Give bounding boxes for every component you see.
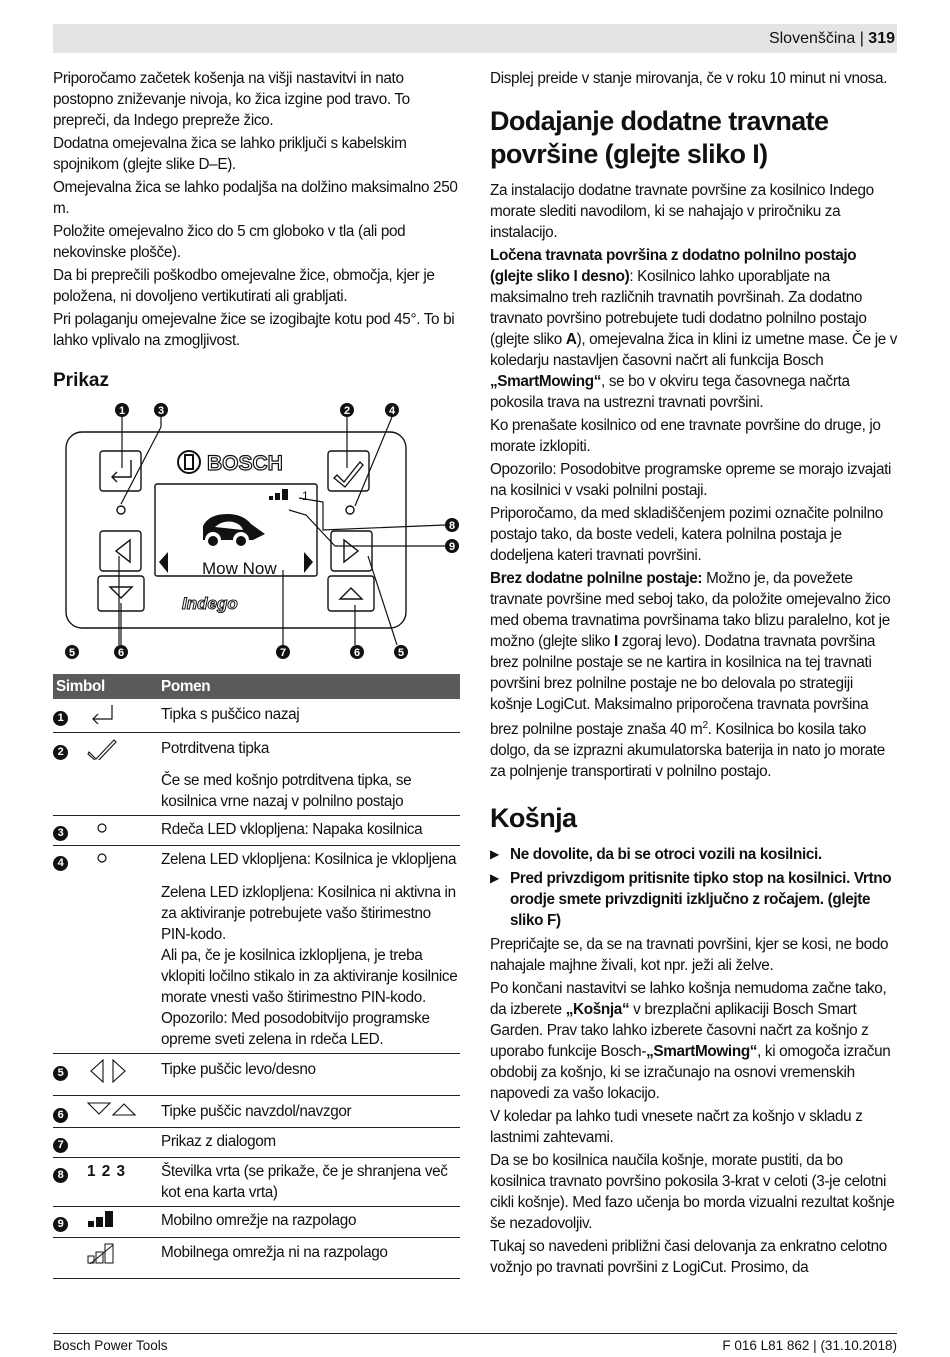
callout-label: 3 (157, 405, 165, 417)
figure-ref: A (565, 331, 577, 348)
red-led (117, 506, 125, 514)
table-row (53, 846, 460, 875)
row-text: Prikaz z dialogom (161, 1133, 276, 1150)
row-text: Mobilnega omrežja ni na razpolago (161, 1244, 388, 1261)
display-diagram (53, 400, 463, 665)
symbol-table (53, 674, 460, 1279)
paragraph (490, 568, 898, 782)
right-button (331, 531, 372, 571)
section-heading-kosnja: Košnja (490, 803, 577, 834)
row-number: 9 (53, 1217, 68, 1232)
table-row (53, 1238, 460, 1279)
table-row (53, 1158, 460, 1207)
row-number: 5 (53, 1066, 68, 1081)
left-column (53, 68, 463, 353)
up-arrow-icon (340, 588, 362, 599)
paragraph: Da bi preprečili poškodbo omejevalne žice, območja, kjer je položena, ni dovoljeno vertikutirati ali grabljati. (53, 267, 435, 305)
mower-icon (203, 514, 265, 546)
table-row (53, 733, 460, 767)
bullet-triangle-icon: ▶ (490, 847, 499, 862)
table-header (53, 674, 460, 699)
row-number: 8 (53, 1168, 68, 1183)
up-button (328, 576, 374, 611)
paragraph: Dodatna omejevalna žica se lahko priključi s kabelskim spojnikom (glejte slike D–E). (53, 135, 407, 173)
paragraph: Ko prenašate kosilnico od ene travnate površine do druge, jo morate izklopiti. (490, 417, 881, 455)
paragraph: Tukaj so navedeni približni časi delovanja za enkratno celotno vožnjo po travnati površini z LogiCut. Prosimo, da (490, 1238, 887, 1277)
footer-publisher: Bosch Power Tools (53, 1338, 168, 1353)
screen-left-arrow-icon (159, 552, 168, 573)
header-meaning: Pomen (161, 678, 211, 695)
text-span: : Kosilnico lahko uporabljate na maksimalno treh različnih travnatih površinah. Za dodatno travnato površino potrebujete tudi dodatno polnilno postajo (glejte sliko (490, 268, 867, 348)
row-number: 1 (53, 711, 68, 726)
brand-logo: BOSCH (207, 452, 283, 475)
text-span: Po končani nastavitvi se lahko košnja nemudoma začne tako, da izberete (490, 980, 887, 1019)
row-text: Številka vrta (se prikaže, če je shranjena več kot ena karta vrta) (161, 1163, 448, 1201)
superscript: 2 (702, 720, 708, 731)
bold-term: Brez dodatne polnilne postaje: (490, 570, 703, 587)
row-number: 6 (53, 1108, 68, 1123)
paragraph: Za instalacijo dodatne travnate površine za kosilnico Indego morate slediti navodilom, ki se nahajajo v priročniku za instalacijo. (490, 182, 874, 241)
text-span: . Kosilnica bo kosila tako dolgo, da se izprazni akumulatorska baterija in nato jo morate za polnjenje transportirati v polnilno postajo. (490, 721, 885, 781)
text-span: v brezplačni aplikaciji Bosch Smart Garden. Prav tako lahko izberete časovni načrt za košnjo z uporabo funkcije Bosch- (490, 1001, 869, 1061)
back-button (100, 451, 141, 491)
left-right-arrows-icon (87, 1059, 131, 1083)
row-text: Tipka s puščico nazaj (161, 706, 300, 723)
left-arrow-icon (116, 540, 130, 562)
table-row (53, 1096, 460, 1128)
led-icon (95, 820, 109, 834)
paragraph (490, 245, 898, 413)
bullet-text: Pred privzdigom pritisnite tipko stop na kosilnici. Vrtno orodje smete privzdigniti izključno z ročajem. (glejte sliko F) (510, 870, 892, 930)
paragraph: Opozorilo: Posodobitve programske opreme se morajo izvajati na kosilnici v vsaki polnilni postaji. (490, 461, 892, 499)
down-up-arrows-icon (87, 1101, 139, 1119)
left-button (100, 531, 141, 571)
paragraph: Pri polaganju omejevalne žice se izogibajte kotu pod 45°. To bi lahko vplivalo na zmogljivost. (53, 311, 455, 349)
row-text: Če se med košnjo potrditvena tipka, se kosilnica vrne nazaj v polnilno postajo (161, 772, 412, 810)
confirm-button (328, 451, 369, 491)
paragraph: V koledar pa lahko tudi vnesete načrt za košnjo v skladu z lastnimi zahtevami. (490, 1108, 863, 1147)
bold-term: „SmartMowing“ (490, 373, 602, 390)
callout-label: 5 (68, 647, 76, 659)
callout-label: 8 (448, 520, 456, 532)
callout-label: 5 (397, 647, 405, 659)
signal-bars-icon (269, 489, 288, 500)
table-row (53, 875, 460, 1054)
paragraph: Da se bo kosilnica naučila košnje, morate pustiti, da bo kosilnica travnato površino pokosila 3-krat v celoti (3-je celotni cikli košnje). Med fazo učenja bo morda vizualni rezultat košnje še nezadovoljiv. (490, 1152, 895, 1233)
check-icon (334, 462, 363, 487)
header-language: Slovenščina (768, 30, 856, 47)
callout-label: 6 (353, 647, 361, 659)
row-number: 3 (53, 826, 68, 841)
table-row (53, 767, 460, 816)
callout-label: 6 (117, 647, 125, 659)
field-numbers-symbol: 1 2 3 (87, 1163, 127, 1180)
warning-bullet (490, 844, 898, 865)
callout-label: 1 (118, 405, 126, 417)
row-text: Zelena LED izklopljena: Kosilnica ni aktivna in za aktiviranje potrebujete vašo štirimestno PIN-kodo. (161, 884, 456, 943)
figure-ref: I (613, 633, 618, 650)
header-separator: | (859, 30, 864, 47)
bosch-logo-icon (178, 451, 200, 473)
warning-bullet (490, 868, 898, 931)
text-span: , se bo v okviru tega časovnega načrta pokosila trava na ustrezni travnati površini. (490, 373, 850, 411)
field-number: 1 (302, 489, 309, 503)
paragraph (490, 978, 898, 1104)
callout-label: 9 (448, 541, 456, 553)
page-number: 319 (868, 30, 895, 47)
screen-right-arrow-icon (304, 552, 313, 573)
paragraph: Prepričajte se, da se na travnati površini, kjer se kosi, ne bodo nahajale majhne živali, kot npr. ježi ali želve. (490, 936, 889, 975)
down-arrow-icon (110, 587, 132, 598)
right-arrow-icon (344, 540, 358, 562)
row-text: Zelena LED vklopljena: Kosilnica je vklopljena (161, 851, 457, 868)
text-span: , ki omogoča izračun obdobij za košnjo, ki se izračunajo na osnovi vremenskih napovedi za vašo lokacijo. (490, 1043, 891, 1103)
bullet-text: Ne dovolite, da bi se otroci vozili na kosilnici. (510, 846, 822, 864)
header-symbol: Simbol (56, 678, 105, 695)
no-signal-icon (87, 1242, 119, 1266)
check-icon (87, 738, 117, 760)
section-heading-additional-area: Dodajanje dodatne travnate površine (glejte sliko I) (490, 106, 829, 169)
row-text: Mobilno omrežje na razpolago (161, 1212, 357, 1229)
callout-label: 7 (279, 647, 287, 659)
row-text: Tipke puščic navzdol/navzgor (161, 1103, 352, 1120)
green-led (346, 506, 354, 514)
row-number: 2 (53, 745, 68, 760)
table-row (53, 1054, 460, 1096)
product-logo: Indego (182, 594, 238, 613)
led-icon (95, 850, 109, 864)
footer-rule (53, 1333, 897, 1334)
paragraph: Displej preide v stanje mirovanja, če v roku 10 minut ni vnosa. (490, 70, 888, 87)
signal-bars-icon (87, 1210, 117, 1228)
row-number: 7 (53, 1138, 68, 1153)
screen-text: Mow Now (202, 559, 277, 578)
text-span: ), omejevalna žica in klini iz umetne mase. Če je v koledarju nastavljen časovni načrt ali funkcija Bosch (490, 331, 898, 369)
page-header (769, 28, 895, 50)
table-row (53, 1128, 460, 1158)
callout-label: 4 (388, 405, 396, 417)
row-number: 4 (53, 856, 68, 871)
paragraph: Priporočamo, da med skladiščenjem pozimi označite polnilno postajo tako, da boste vedeli, katera polnilna postaja je dodeljena kateri travnati površini. (490, 505, 883, 564)
row-text: Rdeča LED vklopljena: Napaka kosilnica (161, 821, 423, 838)
table-row (53, 699, 460, 733)
bullet-triangle-icon: ▶ (490, 871, 499, 886)
row-text: Opozorilo: Med posodobitvijo programske opreme sveti zelena in rdeča LED. (161, 1010, 430, 1048)
paragraph: Položite omejevalno žico do 5 cm globoko v tla (ali pod nekovinske plošče). (53, 223, 406, 261)
text-span: zgoraj levo). Dodatna travnata površina brez polnilne postaje se ne kartira in kosilnica na tej travnati površini brez polnilne postaje ne bo delovala po strategiji košnje LogiCut. Maksimalno priporočena travnata površina brez polnilne postaje znaša 40 m (490, 633, 876, 739)
paragraph: Priporočamo začetek košenja na višji nastavitvi in nato postopno zniževanje nivoja, ko žica izgine pod travo. To prepreči, da Indego prepreže žico. (53, 70, 410, 129)
row-text: Potrditvena tipka (161, 740, 269, 757)
bold-term: „Košnja“ (565, 1001, 630, 1019)
row-text: Tipke puščic levo/desno (161, 1061, 316, 1078)
bold-term: Ločena travnata površina z dodatno polnilno postajo (glejte sliko I desno) (490, 247, 857, 285)
text-span: Možno je, da povežete travnate površine med seboj tako, da položite omejevalno žico med obema travnatima površinama tako blizu paralelno, kot je možno (glejte sliko (490, 570, 891, 650)
table-row (53, 1207, 460, 1238)
bold-term: „SmartMowing“ (646, 1043, 758, 1061)
paragraph: Omejevalna žica se lahko podaljša na dolžino maksimalno 250 m. (53, 179, 458, 217)
table-row (53, 816, 460, 846)
footer-doc-id: F 016 L81 862 | (31.10.2018) (722, 1338, 897, 1353)
right-column (490, 68, 898, 1280)
section-heading-prikaz: Prikaz (53, 370, 109, 391)
back-arrow-icon (87, 704, 117, 724)
callout-label: 2 (343, 405, 351, 417)
row-text: Ali pa, če je kosilnica izklopljena, je treba vklopiti ločilno stikalo in za aktiviranje kosilnice morate vnesti vašo štirimestno PIN-kodo. (161, 947, 458, 1006)
